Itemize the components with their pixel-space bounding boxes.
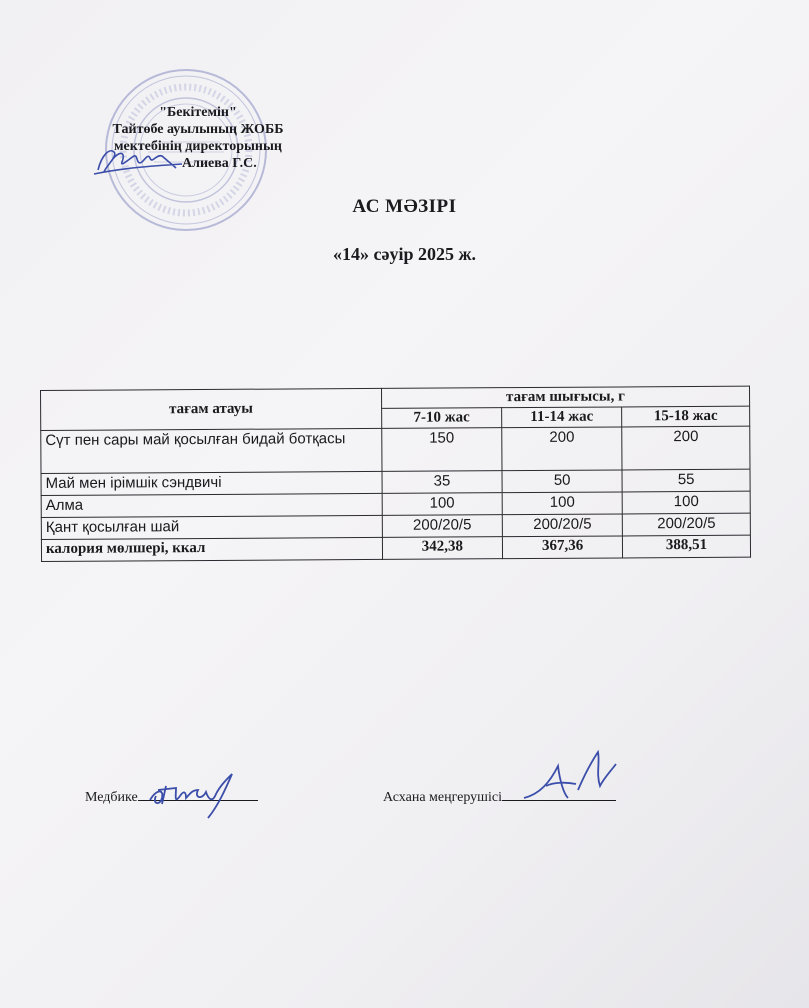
header-age-3: 15-18 жас bbox=[622, 406, 750, 427]
director-signature-icon bbox=[92, 144, 184, 178]
header-age-2: 11-14 жас bbox=[502, 407, 622, 428]
dish-name: Алма bbox=[41, 493, 382, 517]
total-value: 367,36 bbox=[502, 536, 622, 559]
nurse-signature-icon bbox=[142, 760, 252, 820]
total-value: 342,38 bbox=[382, 537, 502, 560]
document-date: «14» сәуір 2025 ж. bbox=[332, 244, 477, 264]
dish-value: 100 bbox=[502, 492, 622, 515]
dish-value: 200/20/5 bbox=[622, 513, 750, 536]
approval-school: Тайтөбе ауылының ЖОББ bbox=[112, 122, 284, 137]
head-label: Асхана меңгерушісі bbox=[383, 790, 502, 805]
header-dish-name: тағам атауы bbox=[41, 388, 382, 430]
dish-value: 200 bbox=[502, 427, 622, 471]
dish-name: Сүт пен сары май қосылған бидай ботқасы bbox=[41, 428, 382, 473]
director-name: Алиева Г.С. bbox=[182, 156, 257, 171]
dish-value: 100 bbox=[622, 491, 750, 514]
dish-value: 100 bbox=[382, 493, 502, 516]
dish-value: 150 bbox=[382, 428, 502, 472]
approval-heading: "Бекітемін" bbox=[159, 105, 237, 120]
dish-name: Қант қосылған шай bbox=[41, 515, 382, 539]
approval-block bbox=[78, 104, 318, 172]
dish-value: 200/20/5 bbox=[382, 515, 502, 538]
dish-value: 50 bbox=[502, 470, 622, 493]
approval-position: мектебінің директорының bbox=[113, 139, 282, 154]
dish-value: 35 bbox=[382, 471, 502, 494]
header-output: тағам шығысы, г bbox=[381, 386, 749, 408]
dish-name: Май мен ірімшік сэндвичі bbox=[41, 471, 382, 495]
header-age-1: 7-10 жас bbox=[381, 408, 501, 429]
table-row bbox=[41, 426, 750, 473]
nurse-label: Медбике bbox=[85, 790, 138, 805]
head-signature-icon bbox=[520, 742, 620, 806]
menu-table bbox=[40, 386, 751, 562]
dish-value: 200/20/5 bbox=[502, 514, 622, 537]
document-title: АС МӘЗІРІ bbox=[352, 196, 457, 217]
total-label: калория мөлшері, ккал bbox=[41, 537, 382, 561]
dish-value: 55 bbox=[622, 469, 750, 492]
dish-value: 200 bbox=[622, 426, 750, 470]
total-value: 388,51 bbox=[623, 535, 751, 558]
table-total-row bbox=[41, 535, 750, 561]
